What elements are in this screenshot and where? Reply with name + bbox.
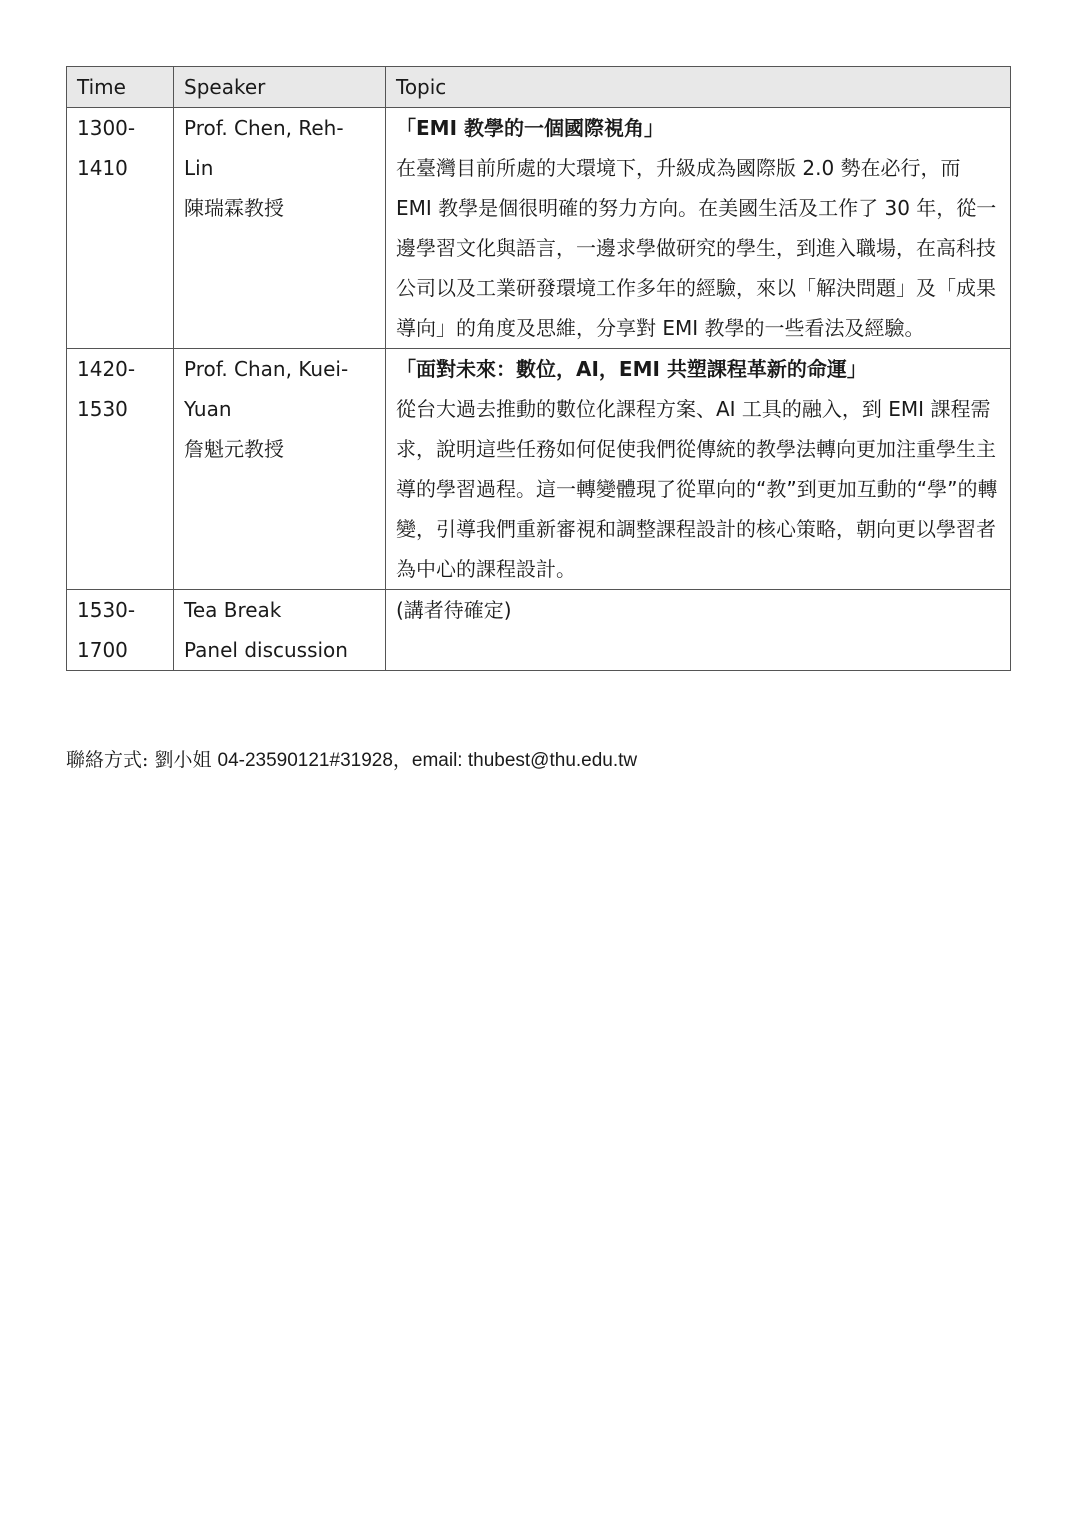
contact-details: 04-23590121#31928，email: thubest@thu.edu.tw — [217, 750, 638, 771]
speaker-name-en: Prof. Chan, Kuei- — [184, 357, 349, 381]
contact-info — [66, 745, 637, 776]
topic-description: 在臺灣目前所處的大環境下，升級成為國際版 2.0 勢在必行，而 EMI 教學是個很明確的努力方向。在美國生活及工作了 30 年，從一邊學習文化與語言，一邊求學做研究的學生，到進入職場，在高科技公司以及工業研發環境工作多年的經驗，來以「解決問題」及「成果導向」的角度及思維，分享對 EMI 教學的一些看法及經驗。 — [396, 156, 997, 340]
speaker-cell — [174, 590, 386, 671]
topic-cell — [386, 590, 1011, 671]
speaker-name-en: Tea Break — [184, 598, 282, 622]
header-time: Time — [67, 67, 174, 108]
time-cell — [67, 108, 174, 349]
topic-description: 從台大過去推動的數位化課程方案、AI 工具的融入，到 EMI 課程需求，說明這些任務如何促使我們從傳統的教學法轉向更加注重學生主導的學習過程。這一轉變體現了從單向的“教”到更加互動的“學”的轉變，引導我們重新審視和調整課程設計的核心策略，朝向更以學習者為中心的課程設計。 — [396, 397, 998, 581]
speaker-name-en-cont: Lin — [184, 156, 214, 180]
speaker-name-zh: 詹魁元教授 — [184, 437, 284, 461]
topic-cell — [386, 108, 1011, 349]
header-topic: Topic — [386, 67, 1011, 108]
topic-cell — [386, 349, 1011, 590]
table-row — [67, 349, 1011, 590]
speaker-cell — [174, 108, 386, 349]
speaker-name-en-cont: Yuan — [184, 397, 232, 421]
table-row — [67, 108, 1011, 349]
time-start: 1300- — [77, 116, 136, 140]
time-start: 1530- — [77, 598, 136, 622]
speaker-name-zh: 陳瑞霖教授 — [184, 196, 284, 220]
topic-title: 「EMI 教學的一個國際視角」 — [396, 116, 664, 140]
topic-description: (講者待確定) — [396, 598, 512, 622]
topic-title: 「面對未來：數位，AI，EMI 共塑課程革新的命運」 — [396, 357, 867, 381]
time-start: 1420- — [77, 357, 136, 381]
time-end: 1700 — [77, 638, 128, 662]
time-cell — [67, 349, 174, 590]
speaker-cell — [174, 349, 386, 590]
time-end: 1530 — [77, 397, 128, 421]
time-end: 1410 — [77, 156, 128, 180]
speaker-name-en: Prof. Chen, Reh- — [184, 116, 344, 140]
table-header-row — [67, 67, 1011, 108]
contact-label: 聯絡方式: 劉小姐 — [66, 749, 212, 771]
schedule-table — [66, 66, 1011, 671]
speaker-name-en-cont: Panel discussion — [184, 638, 348, 662]
time-cell — [67, 590, 174, 671]
table-row — [67, 590, 1011, 671]
header-speaker: Speaker — [174, 67, 386, 108]
